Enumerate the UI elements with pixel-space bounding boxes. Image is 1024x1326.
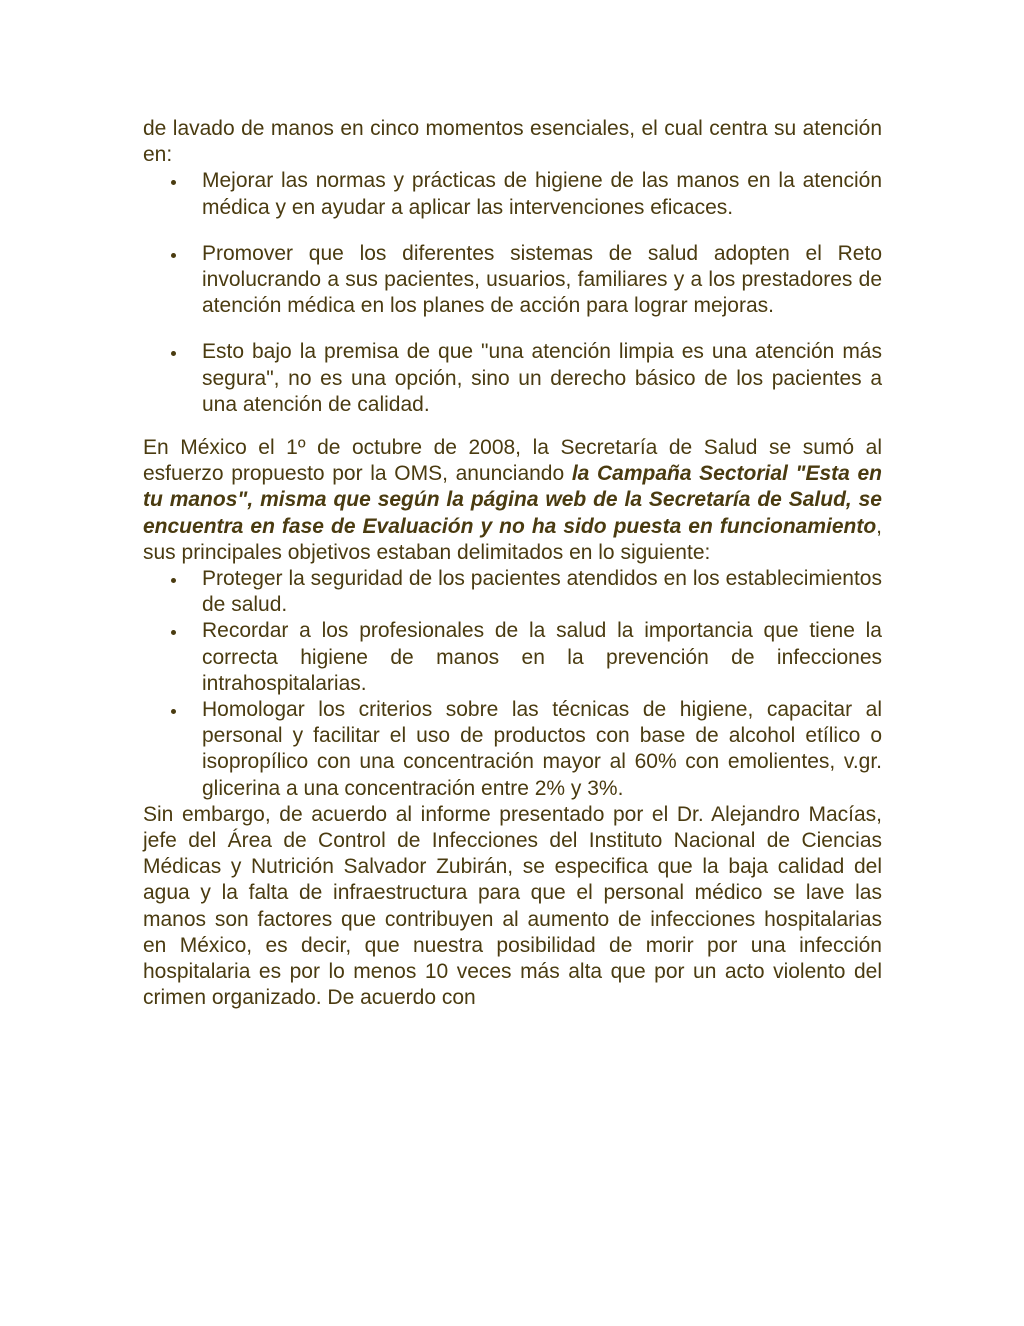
mexico-paragraph	[143, 435, 882, 566]
list-item	[202, 241, 882, 320]
campaign-emphasis: la Campaña Sectorial "Esta en tu manos", misma que según la página web de la Secretaría de Salud, se encuentra en fase de Evaluación y no ha sido puesta en funcionamiento	[143, 462, 882, 538]
list-item-text: Mejorar las normas y prácticas de higiene de las manos en la atención médica y en ayudar a aplicar las intervenciones eficaces.	[202, 169, 882, 219]
final-paragraph: Sin embargo, de acuerdo al informe presentado por el Dr. Alejandro Macías, jefe del Área de Control de Infecciones del Instituto Nacional de Ciencias Médicas y Nutrición Salvador Zubirán, se especifica que la baja calidad del agua y la falta de infraestructura para que el personal médico se lave las manos son factores que contribuyen al aumento de infecciones hospitalarias en México, es decir, que nuestra posibilidad de morir por una infección hospitalaria es por lo menos 10 veces más alta que por un acto violento del crimen organizado. De acuerdo con	[143, 802, 882, 1010]
bullet-icon	[171, 709, 176, 714]
bullet-icon	[171, 253, 176, 258]
list-item-text: Proteger la seguridad de los pacientes atendidos en los establecimientos de salud.	[202, 567, 882, 617]
mexico-paragraph-after: , sus principales objetivos estaban delimitados en lo siguiente:	[143, 514, 882, 564]
list-item-text: Esto bajo la premisa de que "una atención limpia es una atención más segura", no es una opción, sino un derecho básico de los pacientes a una atención de calidad.	[202, 340, 882, 416]
mexico-paragraph-before: En México el 1º de octubre de 2008, la Secretaría de Salud se sumó al esfuerzo propuesto por la OMS, anunciando	[143, 436, 882, 486]
list-item	[202, 339, 882, 418]
list-item	[202, 168, 882, 220]
bullet-icon	[171, 351, 176, 356]
bullet-icon	[171, 630, 176, 635]
list-item-text: Homologar los criterios sobre las técnicas de higiene, capacitar al personal y facilitar el uso de productos con base de alcohol etílico o isopropílico con una concentración mayor al 60% con emolientes, v.gr. glicerina a una concentración entre 2% y 3%.	[202, 698, 882, 800]
bullet-list-objectives	[143, 566, 882, 802]
list-item	[202, 697, 882, 802]
intro-paragraph: de lavado de manos en cinco momentos esenciales, el cual centra su atención en:	[143, 117, 882, 167]
document-page	[143, 116, 882, 1012]
bullet-list-goals	[143, 168, 882, 418]
list-item-text: Recordar a los profesionales de la salud la importancia que tiene la correcta higiene de manos en la prevención de infecciones intrahospitalarias.	[202, 619, 882, 695]
bullet-icon	[171, 578, 176, 583]
list-item	[202, 618, 882, 697]
bullet-icon	[171, 180, 176, 185]
list-item-text: Promover que los diferentes sistemas de salud adopten el Reto involucrando a sus pacientes, usuarios, familiares y a los prestadores de atención médica en los planes de acción para lograr mejoras.	[202, 241, 882, 318]
list-item	[202, 566, 882, 618]
